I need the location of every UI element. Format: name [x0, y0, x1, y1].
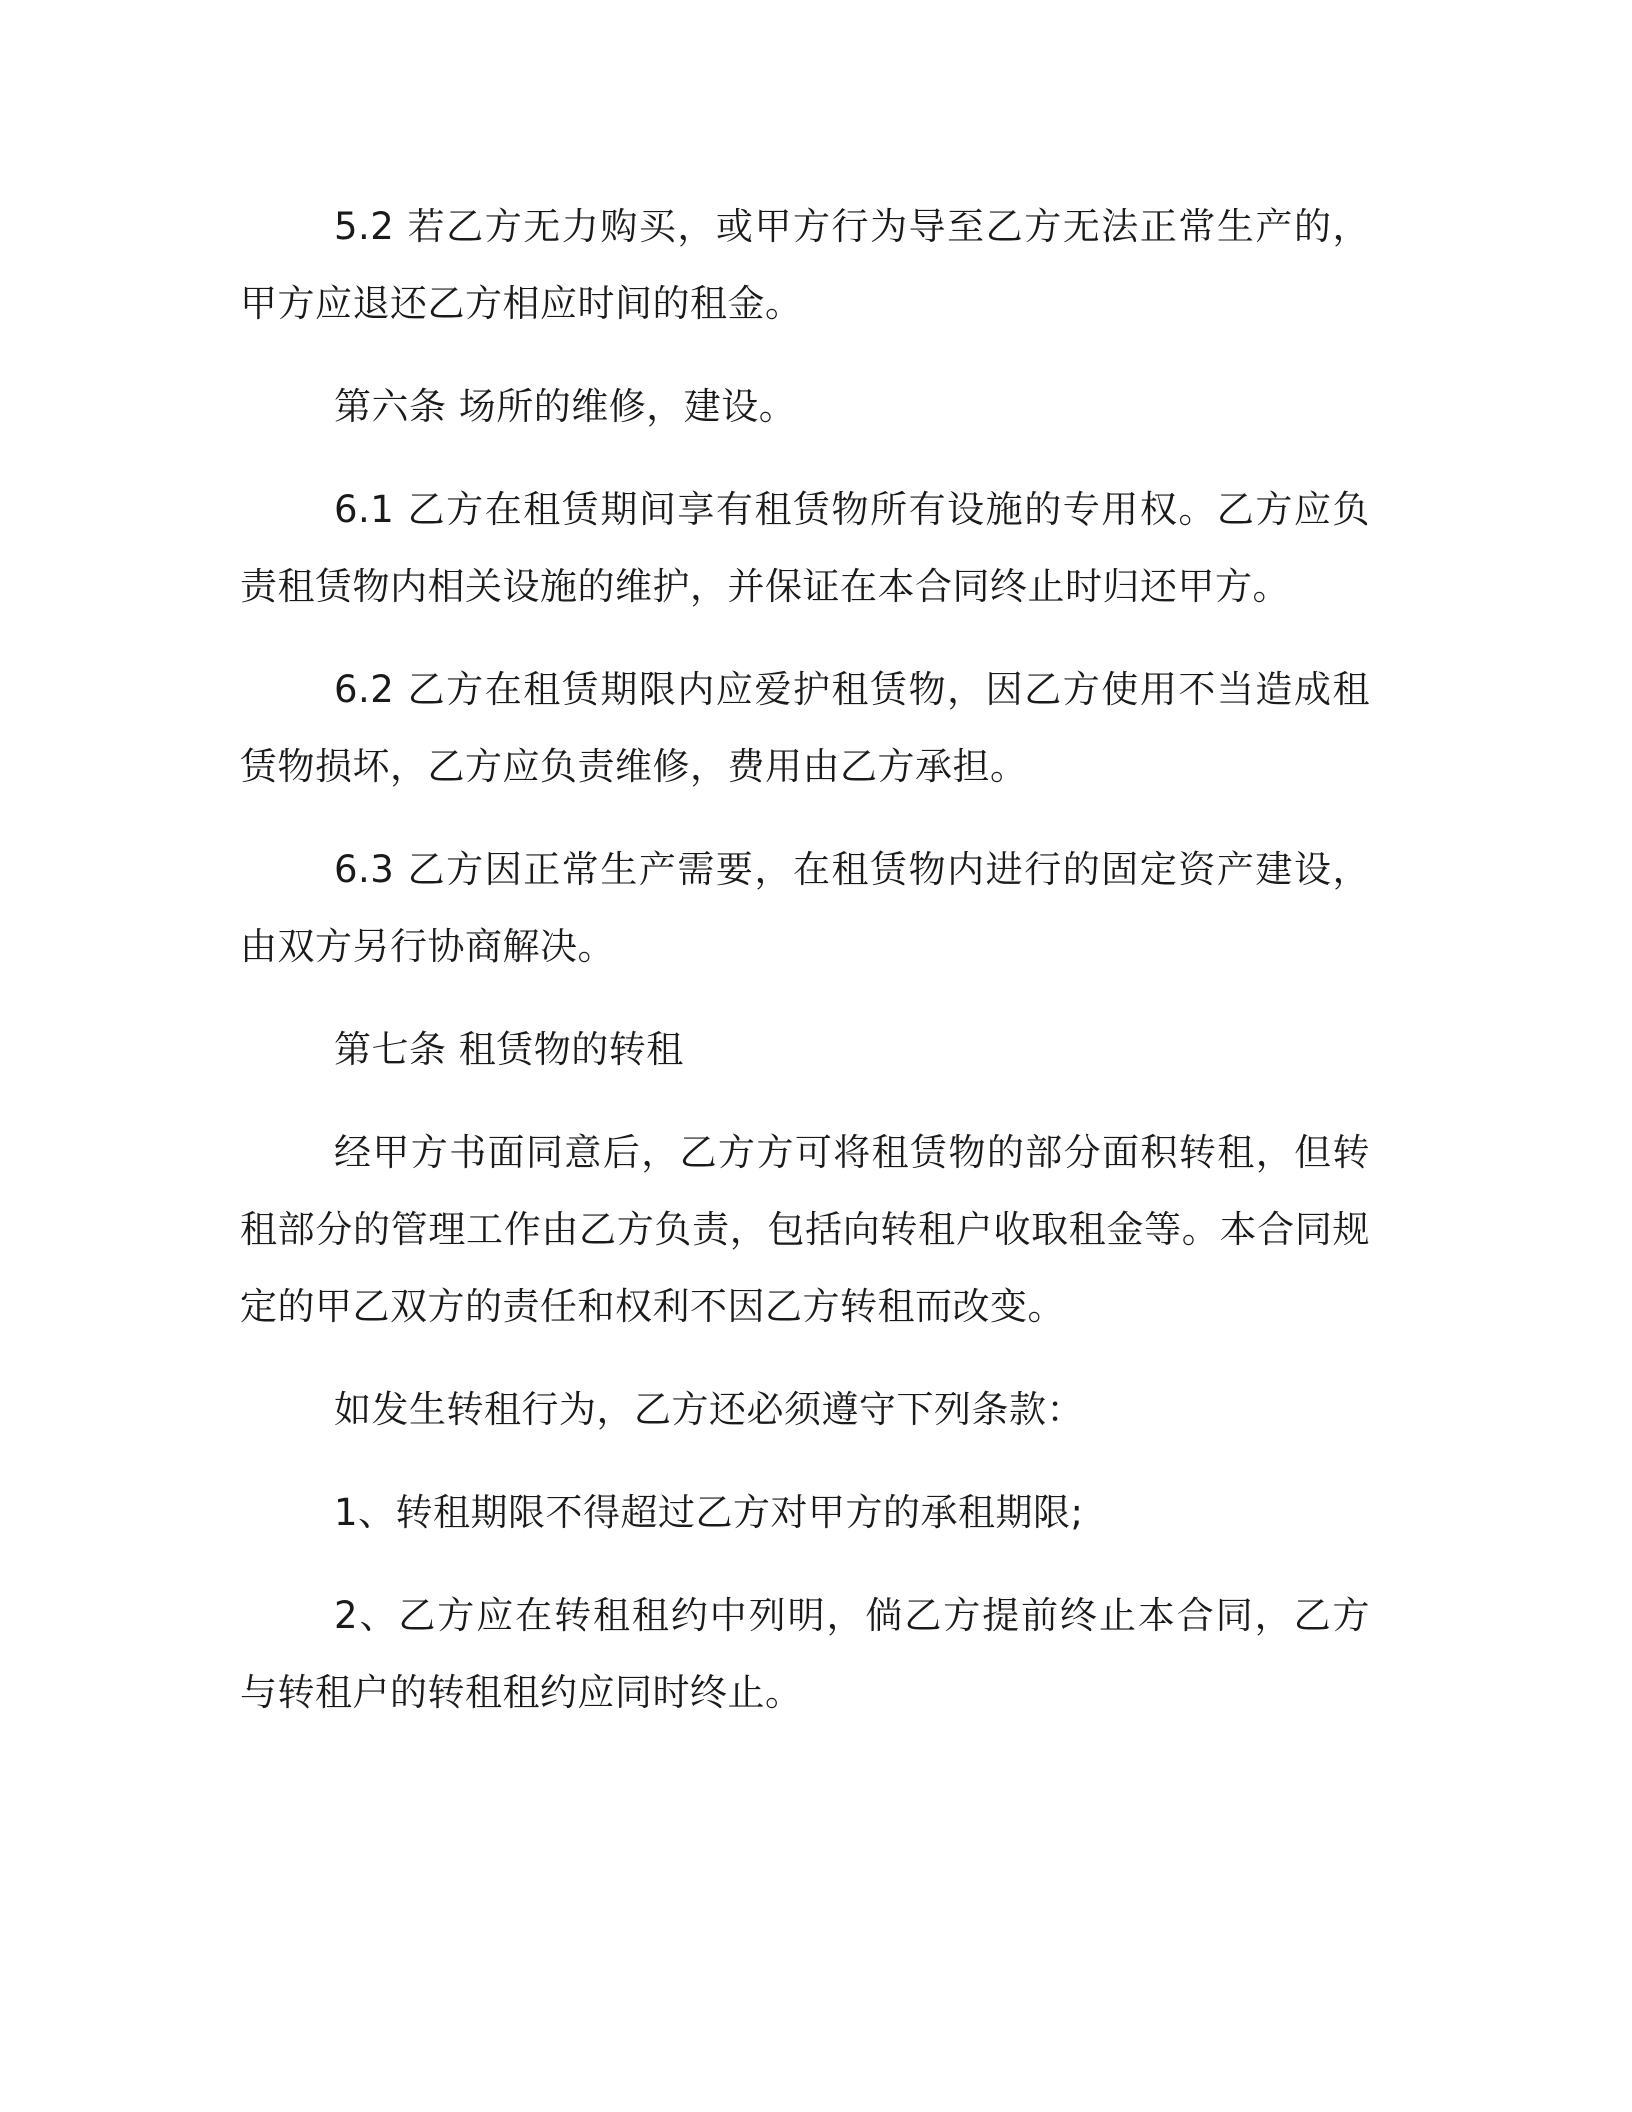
article-6-heading: 第六条 场所的维修，建设。: [334, 385, 797, 428]
sublease-condition-2: 2、乙方应在转租租约中列明，倘乙方提前终止本合同，乙方与转租户的转租租约应同时终止。: [240, 1594, 1370, 1714]
clause-6-2: 6.2 乙方在租赁期限内应爱护租赁物，因乙方使用不当造成租赁物损坏，乙方应负责维修，费用由乙方承担。: [240, 668, 1370, 788]
document-body: [240, 188, 1370, 1757]
article-7-body: 经甲方书面同意后，乙方方可将租赁物的部分面积转租，但转租部分的管理工作由乙方负责，包括向转租户收取租金等。本合同规定的甲乙双方的责任和权利不因乙方转租而改变。: [240, 1131, 1370, 1328]
clause-6-3: 6.3 乙方因正常生产需要，在租赁物内进行的固定资产建设，由双方另行协商解决。: [240, 848, 1370, 968]
sublease-condition-1: 1、转租期限不得超过乙方对甲方的承租期限;: [334, 1491, 1084, 1534]
clause-5-2: 5.2 若乙方无力购买，或甲方行为导至乙方无法正常生产的，甲方应退还乙方相应时间的租金。: [240, 205, 1370, 325]
clause-6-1: 6.1 乙方在租赁期间享有租赁物所有设施的专用权。乙方应负责租赁物内相关设施的维护，并保证在本合同终止时归还甲方。: [240, 488, 1370, 608]
article-7-heading: 第七条 租赁物的转租: [334, 1028, 684, 1071]
sublease-conditions-intro: 如发生转租行为，乙方还必须遵守下列条款：: [334, 1388, 1084, 1431]
